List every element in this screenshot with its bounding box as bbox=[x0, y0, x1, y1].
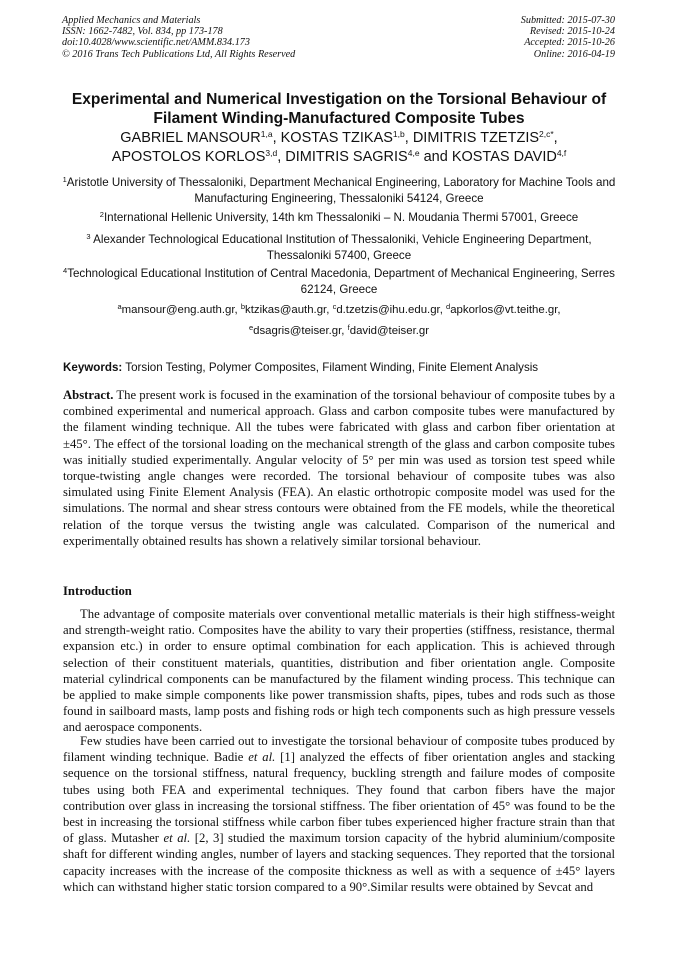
author-name: DIMITRIS SAGRIS bbox=[285, 149, 408, 165]
journal-header bbox=[62, 15, 295, 60]
keywords-label: Keywords: bbox=[63, 361, 123, 374]
author-line-1 bbox=[40, 129, 638, 148]
author-sup: 1,b bbox=[392, 129, 405, 139]
affiliation-2 bbox=[60, 210, 618, 226]
intro-paragraph-2: Few studies have been carried out to investigate the torsional behaviour of composite tubes produced by filament winding technique. Badie et al. [1] analyzed the effects of fiber orientation angles and stacking sequence on the torsional stiffness, natural frequency, buckling strength and failure modes of composite tubes using both FEA and experimental techniques. They found that carbon fibers have the major contribution over glass in increasing the torsional stiffness. The fiber orientation of 45° was found to be the best in increasing the torsional stiffness while carbon fiber tubes experienced higher fracture strain than that of glass. Mutasher et al. [2, 3] studied the maximum torsion capacity of the hybrid aluminium/composite shaft for different winding angles, number of layers and stacking sequences. They reported that the torsional capacity increases with the increase of the composite thickness as well as with a sequence of ±45° layers which can withstand higher static torsion compared to a 90°.Similar results were obtained by Sevcat and bbox=[63, 734, 616, 894]
author-sup: 4,f bbox=[556, 148, 567, 158]
email-c: d.tzetzis@ihu.edu.gr, bbox=[336, 304, 447, 316]
abstract-label: Abstract. bbox=[63, 388, 114, 402]
author-name: KOSTAS TZIKAS bbox=[280, 130, 393, 146]
title-line-1: Experimental and Numerical Investigation on the Torsional Behaviour of bbox=[71, 91, 607, 108]
author-sep: , bbox=[404, 130, 413, 146]
date-submitted: Submitted: 2015-07-30 bbox=[520, 15, 615, 26]
author-name: GABRIEL MANSOUR bbox=[120, 130, 261, 146]
keywords-text: Torsion Testing, Polymer Composites, Filament Winding, Finite Element Analysis bbox=[122, 361, 539, 374]
paper-title bbox=[40, 90, 638, 128]
author-name: APOSTOLOS KORLOS bbox=[111, 149, 266, 165]
affiliation-number: 1 bbox=[62, 175, 67, 184]
intro-paragraph-1: The advantage of composite materials over conventional metallic materials is their high stiffness-weight and strength-weight ratio. Composites have the ability to vary their properties (stiffness, resistance, thermal expansion etc.) in order to ensure optimal combination for each application. This is achieved through selection of their constituent materials, quantities, distribution and fiber orientation angle. Composite material cylindrical components can be manufactured by the filament winding process. This technique can be applied to make simple components like power transmission shafts, pipes, tubes and rods such as those found in sailboard masts, lamp posts and fishing rods or high tech components such as high pressure vessels and aerospace components. bbox=[63, 607, 615, 735]
author-sup: 1,a bbox=[260, 129, 273, 139]
author-line-2 bbox=[40, 148, 638, 167]
section-heading-introduction: Introduction bbox=[63, 584, 132, 598]
affiliation-text: Alexander Technological Educational Institution of Thessaloniki, Vehicle Engineering Department, Thessaloniki 57400, Greece bbox=[90, 233, 592, 262]
author-sup: 3,d bbox=[265, 148, 278, 158]
journal-name: Applied Mechanics and Materials bbox=[62, 15, 201, 26]
email-e: dsagris@teiser.gr, bbox=[253, 325, 348, 337]
journal-issn: ISSN: 1662-7482, Vol. 834, pp 173-178 bbox=[62, 26, 223, 38]
affiliation-text: International Hellenic University, 14th km Thessaloniki – N. Moudania Thermi 57001, Greece bbox=[103, 211, 579, 224]
author-sep: , bbox=[553, 130, 558, 146]
affiliation-number: 4 bbox=[63, 266, 68, 275]
journal-doi: doi:10.4028/www.scientific.net/AMM.834.173 bbox=[62, 37, 250, 49]
et-al: et al. bbox=[163, 831, 191, 846]
et-al: et al. bbox=[248, 750, 276, 765]
affiliation-4 bbox=[60, 266, 618, 297]
author-name: DIMITRIS TZETZIS bbox=[412, 130, 540, 146]
affiliation-3 bbox=[60, 232, 618, 263]
author-sep: , bbox=[277, 149, 286, 165]
keywords bbox=[63, 360, 623, 375]
author-name: KOSTAS DAVID bbox=[451, 149, 557, 165]
affiliation-number: 2 bbox=[99, 210, 104, 219]
abstract-text: The present work is focused in the examination of the torsional behaviour of composite tubes by a combined experimental and numerical approach. Glass and carbon composite tubes were manufactured by the filament winding technique. All the tubes were fabricated with glass and carbon fiber orientation at ±45°. The effect of the torsional loading on the mechanical strength of the glass and carbon composite tubes was initially studied experimentally. Angular velocity of 5° per min was used as torsion test speed while torque-twisting angle changes were recorded. The torsional behaviour of composite tubes was also simulated using Finite Element Analysis (FEA). An elastic orthotropic composite model was used for the simulations. The normal and shear stress contours were obtained from the FE models, while the theoretical relation of the torque versus the twisting angle was calculated. Comparison of the numerical and experimentally obtained results has shown a relatively similar torsional behaviour. bbox=[63, 388, 615, 548]
title-line-2: Filament Winding-Manufactured Composite Tubes bbox=[153, 110, 525, 127]
author-sup: 2,c* bbox=[539, 129, 554, 139]
journal-copyright: © 2016 Trans Tech Publications Ltd, All Rights Reserved bbox=[62, 48, 296, 60]
email-line-2: $^e$dsagris@teiser.gr, $^f$david@teiser.gr bbox=[248, 323, 430, 337]
author-list bbox=[40, 129, 638, 167]
affiliation-text: Technological Educational Institution of Central Macedonia, Department of Mechanical Engineering, Serres 62124, Greece bbox=[67, 267, 615, 296]
email-a: mansour@eng.auth.gr, bbox=[121, 304, 241, 316]
abstract bbox=[63, 387, 615, 549]
affiliation-text: Aristotle University of Thessaloniki, Department Mechanical Engineering, Laboratory for Machine Tools and Manufacturing Engineering, Thessaloniki 54124, Greece bbox=[66, 176, 616, 205]
date-revised: Revised: 2015-10-24 bbox=[529, 26, 615, 38]
author-sup: 4,e bbox=[407, 148, 420, 158]
email-f: david@teiser.gr bbox=[349, 325, 430, 337]
affiliation-number: 3 bbox=[86, 232, 91, 241]
email-d: apkorlos@vt.teithe.gr, bbox=[450, 304, 561, 316]
affiliation-1 bbox=[60, 175, 618, 206]
publication-dates bbox=[521, 15, 615, 60]
date-accepted: Accepted: 2015-10-26 bbox=[524, 37, 615, 49]
author-sep: and bbox=[419, 149, 452, 165]
date-online: Online: 2016-04-19 bbox=[533, 48, 615, 60]
author-sep: , bbox=[272, 130, 281, 146]
email-line-1: $^a$mansour@eng.auth.gr, $^b$ktzikas@auth.gr, $^c$d.tzetzis@ihu.edu.gr, $^d$apkorlos@vt.teithe.gr, bbox=[117, 302, 561, 316]
email-b: ktzikas@auth.gr, bbox=[245, 304, 333, 316]
